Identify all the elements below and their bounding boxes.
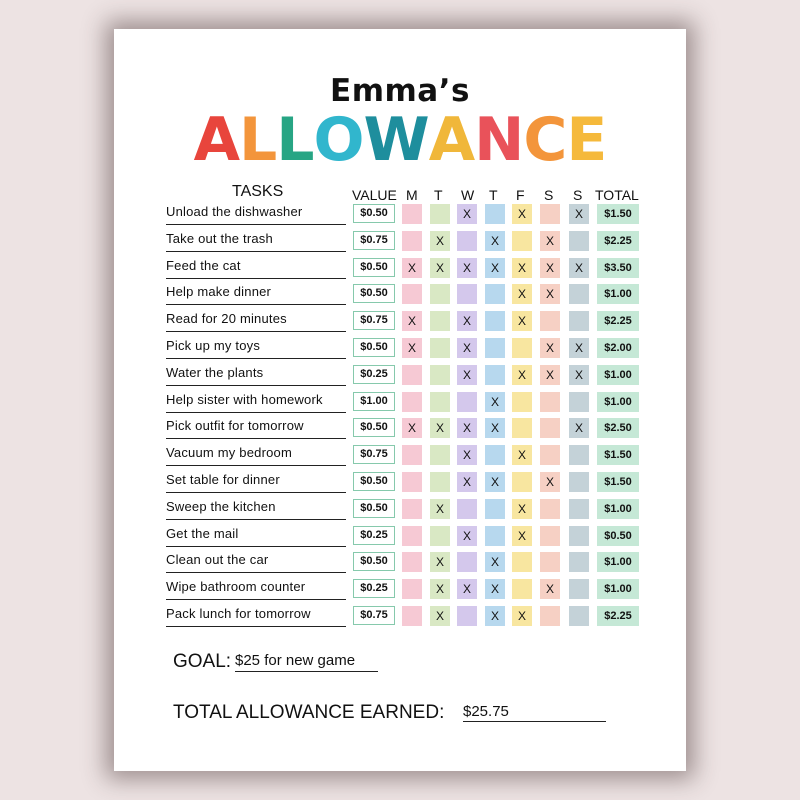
day-checkbox[interactable] — [430, 472, 450, 492]
task-value: $0.50 — [353, 418, 395, 437]
day-checkbox[interactable]: X — [540, 258, 560, 278]
day-checkbox[interactable] — [512, 338, 532, 358]
day-checkbox[interactable] — [540, 499, 560, 519]
table-row — [114, 283, 686, 307]
day-checkbox[interactable] — [457, 499, 477, 519]
day-checkbox[interactable] — [457, 284, 477, 304]
day-checkbox[interactable] — [402, 365, 422, 385]
day-checkbox[interactable]: X — [485, 606, 505, 626]
table-row — [114, 364, 686, 388]
day-checkbox[interactable]: X — [540, 284, 560, 304]
day-checkbox[interactable] — [430, 204, 450, 224]
table-row — [114, 578, 686, 602]
day-checkbox[interactable]: X — [430, 258, 450, 278]
task-value: $0.25 — [353, 365, 395, 384]
day-checkbox[interactable]: X — [402, 258, 422, 278]
allowance-sheet — [114, 29, 686, 771]
table-row — [114, 337, 686, 361]
task-label: Sweep the kitchen — [166, 499, 346, 520]
day-checkbox[interactable]: X — [540, 231, 560, 251]
day-checkbox[interactable] — [569, 445, 589, 465]
day-checkbox[interactable] — [430, 311, 450, 331]
day-checkbox[interactable]: X — [512, 311, 532, 331]
title-letter: C — [523, 105, 567, 175]
goal-value: $25 for new game — [235, 652, 378, 672]
task-label: Get the mail — [166, 526, 346, 547]
task-label: Feed the cat — [166, 258, 346, 279]
day-checkbox[interactable] — [402, 392, 422, 412]
day-checkbox[interactable] — [430, 284, 450, 304]
day-checkbox[interactable] — [540, 392, 560, 412]
day-checkbox[interactable]: X — [402, 418, 422, 438]
day-checkbox[interactable] — [540, 418, 560, 438]
day-checkbox[interactable] — [457, 392, 477, 412]
day-checkbox[interactable]: X — [402, 338, 422, 358]
day-checkbox[interactable] — [430, 445, 450, 465]
task-total: $1.00 — [597, 284, 639, 304]
day-checkbox[interactable]: X — [430, 606, 450, 626]
title-letter: L — [276, 105, 314, 175]
day-checkbox[interactable]: X — [457, 204, 477, 224]
task-label: Help sister with homework — [166, 392, 346, 413]
task-value: $0.75 — [353, 606, 395, 625]
day-checkbox[interactable] — [512, 231, 532, 251]
task-value: $0.75 — [353, 231, 395, 250]
day-checkbox[interactable]: X — [512, 499, 532, 519]
day-checkbox[interactable]: X — [569, 258, 589, 278]
task-total: $2.50 — [597, 418, 639, 438]
task-label: Pack lunch for tomorrow — [166, 606, 346, 627]
total-header: TOTAL — [595, 187, 639, 203]
day-checkbox[interactable]: X — [569, 365, 589, 385]
day-header: M — [406, 187, 418, 203]
day-checkbox[interactable] — [402, 552, 422, 572]
day-checkbox[interactable]: X — [457, 445, 477, 465]
day-checkbox[interactable] — [569, 231, 589, 251]
total-earned-label: TOTAL ALLOWANCE EARNED: — [173, 702, 445, 723]
day-checkbox[interactable] — [569, 579, 589, 599]
day-checkbox[interactable]: X — [430, 231, 450, 251]
table-row — [114, 417, 686, 441]
day-checkbox[interactable]: X — [485, 231, 505, 251]
day-checkbox[interactable]: X — [569, 204, 589, 224]
task-total: $2.25 — [597, 311, 639, 331]
task-total: $1.50 — [597, 204, 639, 224]
task-value: $0.50 — [353, 204, 395, 223]
title-letter: A — [193, 105, 240, 175]
day-checkbox[interactable] — [402, 231, 422, 251]
task-value: $0.25 — [353, 526, 395, 545]
task-label: Read for 20 minutes — [166, 311, 346, 332]
day-checkbox[interactable]: X — [485, 258, 505, 278]
day-checkbox[interactable] — [540, 606, 560, 626]
day-checkbox[interactable] — [430, 392, 450, 412]
title-letter: L — [239, 105, 277, 175]
day-checkbox[interactable]: X — [457, 365, 477, 385]
day-checkbox[interactable]: X — [540, 365, 560, 385]
task-total: $1.00 — [597, 392, 639, 412]
task-total: $1.00 — [597, 552, 639, 572]
task-value: $0.25 — [353, 579, 395, 598]
day-checkbox[interactable]: X — [485, 392, 505, 412]
day-checkbox[interactable] — [512, 418, 532, 438]
chart-title — [114, 105, 686, 175]
day-checkbox[interactable] — [569, 552, 589, 572]
task-value: $0.50 — [353, 472, 395, 491]
task-total: $1.00 — [597, 365, 639, 385]
day-checkbox[interactable] — [569, 526, 589, 546]
day-checkbox[interactable] — [540, 552, 560, 572]
day-checkbox[interactable] — [402, 579, 422, 599]
day-checkbox[interactable]: X — [457, 418, 477, 438]
task-total: $3.50 — [597, 258, 639, 278]
task-value: $1.00 — [353, 392, 395, 411]
task-total: $1.50 — [597, 472, 639, 492]
table-row — [114, 471, 686, 495]
task-label: Water the plants — [166, 365, 346, 386]
task-label: Set table for dinner — [166, 472, 346, 493]
task-label: Unload the dishwasher — [166, 204, 346, 225]
title-letter: N — [474, 105, 524, 175]
task-total: $2.25 — [597, 231, 639, 251]
table-row — [114, 551, 686, 575]
day-checkbox[interactable]: X — [402, 311, 422, 331]
total-earned-value: $25.75 — [463, 703, 606, 722]
task-value: $0.75 — [353, 445, 395, 464]
day-checkbox[interactable] — [540, 311, 560, 331]
table-row — [114, 498, 686, 522]
title-letter: W — [363, 105, 429, 175]
task-value: $0.50 — [353, 552, 395, 571]
table-row — [114, 257, 686, 281]
day-checkbox[interactable]: X — [512, 365, 532, 385]
day-checkbox[interactable] — [485, 526, 505, 546]
table-row — [114, 310, 686, 334]
task-label: Pick up my toys — [166, 338, 346, 359]
day-checkbox[interactable] — [457, 231, 477, 251]
day-checkbox[interactable] — [569, 311, 589, 331]
day-checkbox[interactable] — [430, 365, 450, 385]
day-checkbox[interactable] — [512, 472, 532, 492]
child-name: Emma’s — [330, 73, 470, 109]
day-checkbox[interactable]: X — [430, 499, 450, 519]
day-checkbox[interactable] — [512, 392, 532, 412]
table-row — [114, 230, 686, 254]
task-label: Take out the trash — [166, 231, 346, 252]
day-checkbox[interactable] — [402, 445, 422, 465]
task-value: $0.50 — [353, 258, 395, 277]
day-checkbox[interactable]: X — [569, 338, 589, 358]
task-value: $0.50 — [353, 499, 395, 518]
task-label: Vacuum my bedroom — [166, 445, 346, 466]
day-checkbox[interactable]: X — [485, 552, 505, 572]
day-checkbox[interactable]: X — [430, 579, 450, 599]
task-label: Clean out the car — [166, 552, 346, 573]
task-total: $1.00 — [597, 579, 639, 599]
day-checkbox[interactable]: X — [457, 338, 477, 358]
day-checkbox[interactable] — [430, 338, 450, 358]
day-checkbox[interactable]: X — [457, 472, 477, 492]
day-checkbox[interactable]: X — [512, 606, 532, 626]
day-header: S — [544, 187, 554, 203]
day-checkbox[interactable] — [402, 204, 422, 224]
day-checkbox[interactable]: X — [485, 472, 505, 492]
title-letter: A — [428, 105, 475, 175]
day-checkbox[interactable] — [485, 284, 505, 304]
day-header: F — [516, 187, 525, 203]
tasks-header: TASKS — [232, 183, 284, 200]
day-checkbox[interactable] — [569, 606, 589, 626]
day-checkbox[interactable] — [569, 284, 589, 304]
day-checkbox[interactable]: X — [457, 579, 477, 599]
value-header: VALUE — [352, 187, 397, 203]
day-checkbox[interactable] — [540, 204, 560, 224]
day-checkbox[interactable]: X — [457, 311, 477, 331]
day-checkbox[interactable] — [540, 526, 560, 546]
task-total: $2.00 — [597, 338, 639, 358]
day-checkbox[interactable]: X — [457, 258, 477, 278]
day-checkbox[interactable]: X — [430, 418, 450, 438]
day-checkbox[interactable]: X — [540, 472, 560, 492]
day-checkbox[interactable] — [457, 606, 477, 626]
title-letter: E — [566, 105, 607, 175]
task-total: $1.50 — [597, 445, 639, 465]
task-label: Pick outfit for tomorrow — [166, 418, 346, 439]
day-checkbox[interactable] — [569, 392, 589, 412]
table-row — [114, 605, 686, 629]
task-value: $0.50 — [353, 284, 395, 303]
day-checkbox[interactable] — [485, 311, 505, 331]
table-row — [114, 444, 686, 468]
day-checkbox[interactable] — [402, 606, 422, 626]
day-checkbox[interactable] — [402, 499, 422, 519]
task-total: $0.50 — [597, 526, 639, 546]
day-checkbox[interactable]: X — [485, 418, 505, 438]
day-header: T — [489, 187, 498, 203]
day-checkbox[interactable] — [402, 472, 422, 492]
day-checkbox[interactable]: X — [512, 258, 532, 278]
task-total: $2.25 — [597, 606, 639, 626]
day-checkbox[interactable]: X — [485, 579, 505, 599]
day-checkbox[interactable]: X — [512, 526, 532, 546]
day-checkbox[interactable]: X — [512, 284, 532, 304]
day-checkbox[interactable] — [485, 445, 505, 465]
day-header: T — [434, 187, 443, 203]
day-checkbox[interactable] — [485, 365, 505, 385]
task-total: $1.00 — [597, 499, 639, 519]
day-checkbox[interactable]: X — [430, 552, 450, 572]
day-checkbox[interactable]: X — [512, 445, 532, 465]
goal-label: GOAL: — [173, 651, 232, 672]
day-checkbox[interactable] — [457, 552, 477, 572]
day-checkbox[interactable] — [402, 526, 422, 546]
task-value: $0.75 — [353, 311, 395, 330]
table-row — [114, 391, 686, 415]
day-header: W — [461, 187, 475, 203]
day-checkbox[interactable] — [540, 445, 560, 465]
day-checkbox[interactable] — [512, 552, 532, 572]
day-checkbox[interactable] — [569, 499, 589, 519]
table-row — [114, 525, 686, 549]
day-checkbox[interactable]: X — [569, 418, 589, 438]
title-letter: O — [313, 105, 364, 175]
day-checkbox[interactable] — [569, 472, 589, 492]
day-header: S — [573, 187, 583, 203]
day-checkbox[interactable] — [430, 526, 450, 546]
day-checkbox[interactable] — [485, 204, 505, 224]
day-checkbox[interactable]: X — [540, 338, 560, 358]
task-label: Wipe bathroom counter — [166, 579, 346, 600]
day-checkbox[interactable] — [485, 338, 505, 358]
day-checkbox[interactable] — [402, 284, 422, 304]
day-checkbox[interactable]: X — [512, 204, 532, 224]
day-checkbox[interactable]: X — [540, 579, 560, 599]
task-value: $0.50 — [353, 338, 395, 357]
table-row — [114, 203, 686, 227]
day-checkbox[interactable] — [512, 579, 532, 599]
task-label: Help make dinner — [166, 284, 346, 305]
day-checkbox[interactable] — [485, 499, 505, 519]
day-checkbox[interactable]: X — [457, 526, 477, 546]
